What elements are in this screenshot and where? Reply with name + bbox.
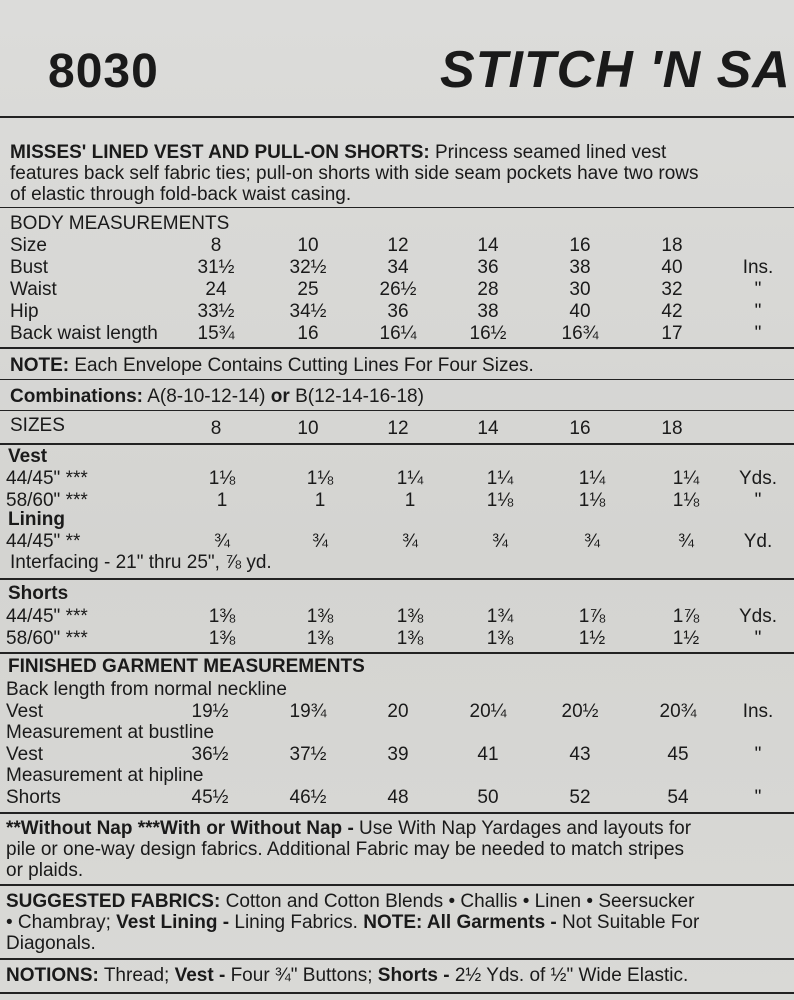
row-unit: "	[754, 744, 762, 765]
row-label: Size	[10, 235, 47, 256]
row-value: 1¼	[578, 468, 606, 489]
divider	[0, 992, 794, 994]
row-value: 52	[569, 787, 591, 808]
row-value: 10	[297, 235, 319, 256]
row-label: 44/45" ***	[6, 468, 88, 489]
row-unit: "	[754, 323, 762, 344]
nap-line-3: or plaids.	[6, 860, 84, 881]
description-line-1: MISSES' LINED VEST AND PULL-ON SHORTS: Princess seamed lined vest	[10, 142, 667, 163]
row-value: 12	[387, 235, 409, 256]
divider	[0, 207, 794, 208]
vest-heading: Vest	[8, 446, 48, 467]
row-unit: Ins.	[742, 257, 774, 278]
row-value: ¾	[492, 531, 508, 552]
row-label: 58/60" ***	[6, 490, 88, 511]
row-label: Hip	[10, 301, 39, 322]
lining-heading: Lining	[8, 509, 65, 530]
row-value: ¾	[402, 531, 418, 552]
row-label: Waist	[10, 279, 57, 300]
row-value: 16	[569, 235, 591, 256]
row-value: 1⅛	[306, 468, 334, 489]
row-label: 58/60" ***	[6, 628, 88, 649]
row-value: 38	[569, 257, 591, 278]
row-value: 42	[661, 301, 683, 322]
row-label: Vest	[6, 744, 43, 765]
note-line: NOTE: Each Envelope Contains Cutting Lines For Four Sizes.	[10, 355, 534, 376]
row-unit: Yds.	[738, 606, 778, 627]
row-value: 1¼	[672, 468, 700, 489]
sizes-label: SIZES	[10, 415, 65, 436]
row-value: 1⅞	[672, 606, 700, 627]
nap-line-2: pile or one-way design fabrics. Additional Fabric may be needed to match stripes	[6, 839, 685, 860]
row-value: 18	[661, 235, 683, 256]
notions-line: NOTIONS: Thread; Vest - Four ¾" Buttons; Shorts - 2½ Yds. of ½" Wide Elastic.	[6, 965, 689, 986]
size-value: 8	[210, 418, 222, 439]
row-value: 1⅛	[208, 468, 236, 489]
finished-sub-1: Back length from normal neckline	[6, 679, 287, 700]
divider	[0, 410, 794, 411]
divider	[0, 578, 794, 580]
divider	[0, 379, 794, 380]
divider	[0, 812, 794, 814]
row-value: 1½	[672, 628, 700, 649]
row-value: 1⅜	[396, 606, 424, 627]
row-value: 16¼	[379, 323, 417, 344]
row-value: 26½	[379, 279, 417, 300]
row-value: 32½	[289, 257, 327, 278]
row-value: 17	[661, 323, 683, 344]
row-value: 16½	[469, 323, 507, 344]
row-value: 25	[297, 279, 319, 300]
row-value: 1	[216, 490, 228, 511]
brand-name: STITCH 'N SA	[440, 41, 791, 99]
row-value: ¾	[584, 531, 600, 552]
divider	[0, 443, 794, 445]
row-value: 54	[667, 787, 689, 808]
row-value: 20½	[561, 701, 599, 722]
nap-line-1: **Without Nap ***With or Without Nap - Use With Nap Yardages and layouts for	[6, 818, 692, 839]
description-line-2: features back self fabric ties; pull-on shorts with side seam pockets have two rows	[10, 163, 699, 184]
row-value: 1⅜	[306, 628, 334, 649]
row-value: 1⅛	[578, 490, 606, 511]
row-value: ¾	[678, 531, 694, 552]
row-value: 45½	[191, 787, 229, 808]
row-value: 1	[314, 490, 326, 511]
row-value: 1¾	[486, 606, 514, 627]
row-value: 14	[477, 235, 499, 256]
divider	[0, 884, 794, 886]
finished-sub-2: Measurement at bustline	[6, 722, 215, 743]
row-value: 43	[569, 744, 591, 765]
row-unit: "	[754, 301, 762, 322]
row-value: 40	[569, 301, 591, 322]
size-value: 10	[297, 418, 319, 439]
finished-heading: FINISHED GARMENT MEASUREMENTS	[8, 656, 365, 677]
row-value: 46½	[289, 787, 327, 808]
row-value: 1⅛	[486, 490, 514, 511]
row-value: 1⅛	[672, 490, 700, 511]
row-label: Vest	[6, 701, 43, 722]
row-value: 20¾	[659, 701, 697, 722]
row-value: 19¾	[289, 701, 327, 722]
finished-sub-3: Measurement at hipline	[6, 765, 204, 786]
row-value: 50	[477, 787, 499, 808]
row-unit: "	[754, 628, 762, 649]
row-value: 1⅜	[396, 628, 424, 649]
divider	[0, 958, 794, 960]
row-value: 1	[404, 490, 416, 511]
row-value: 1¼	[486, 468, 514, 489]
fabrics-line-3: Diagonals.	[6, 933, 96, 954]
row-value: 1¼	[396, 468, 424, 489]
row-unit: "	[754, 490, 762, 511]
row-value: 38	[477, 301, 499, 322]
row-value: 1⅜	[486, 628, 514, 649]
row-value: 20¼	[469, 701, 507, 722]
row-value: 16¾	[561, 323, 599, 344]
row-label: 44/45" **	[6, 531, 81, 552]
row-value: 1⅜	[208, 628, 236, 649]
row-value: 36	[387, 301, 409, 322]
row-value: 41	[477, 744, 499, 765]
row-value: 40	[661, 257, 683, 278]
row-label: Shorts	[6, 787, 61, 808]
row-unit: Yd.	[743, 531, 773, 552]
row-label: Bust	[10, 257, 49, 278]
row-value: 8	[210, 235, 222, 256]
row-value: 34½	[289, 301, 327, 322]
shorts-heading: Shorts	[8, 583, 69, 604]
fabrics-line-1: SUGGESTED FABRICS: Cotton and Cotton Blends • Challis • Linen • Seersucker	[6, 891, 695, 912]
divider	[0, 347, 794, 349]
row-value: 36½	[191, 744, 229, 765]
row-value: 1⅜	[208, 606, 236, 627]
row-value: 48	[387, 787, 409, 808]
row-value: 19½	[191, 701, 229, 722]
row-value: 32	[661, 279, 683, 300]
size-value: 16	[569, 418, 591, 439]
fabrics-line-2: • Chambray; Vest Lining - Lining Fabrics. NOTE: All Garments - Not Suitable For	[6, 912, 700, 933]
row-value: 15¾	[197, 323, 235, 344]
row-value: 36	[477, 257, 499, 278]
row-value: 24	[205, 279, 227, 300]
row-value: 28	[477, 279, 499, 300]
row-value: 30	[569, 279, 591, 300]
row-value: ¾	[312, 531, 328, 552]
row-value: 39	[387, 744, 409, 765]
divider	[0, 652, 794, 654]
description-title: MISSES' LINED VEST AND PULL-ON SHORTS:	[10, 142, 430, 163]
body-measurements-heading: BODY MEASUREMENTS	[10, 213, 230, 234]
combinations-line: Combinations: A(8-10-12-14) or B(12-14-16-18)	[10, 386, 424, 407]
row-value: 1⅞	[578, 606, 606, 627]
interfacing-line: Interfacing - 21" thru 25", ⅞ yd.	[10, 552, 272, 573]
size-value: 18	[661, 418, 683, 439]
row-value: 1½	[578, 628, 606, 649]
pattern-number: 8030	[48, 45, 159, 98]
row-value: ¾	[214, 531, 230, 552]
row-value: 33½	[197, 301, 235, 322]
description-line-3: of elastic through fold-back waist casing.	[10, 184, 352, 205]
row-value: 37½	[289, 744, 327, 765]
size-value: 12	[387, 418, 409, 439]
row-unit: "	[754, 279, 762, 300]
row-label: Back waist length	[10, 323, 158, 344]
size-value: 14	[477, 418, 499, 439]
row-unit: Yds.	[738, 468, 778, 489]
row-value: 1⅜	[306, 606, 334, 627]
row-value: 45	[667, 744, 689, 765]
row-unit: Ins.	[742, 701, 774, 722]
row-value: 20	[387, 701, 409, 722]
row-value: 31½	[197, 257, 235, 278]
row-unit: "	[754, 787, 762, 808]
row-value: 16	[297, 323, 319, 344]
row-label: 44/45" ***	[6, 606, 88, 627]
row-value: 34	[387, 257, 409, 278]
